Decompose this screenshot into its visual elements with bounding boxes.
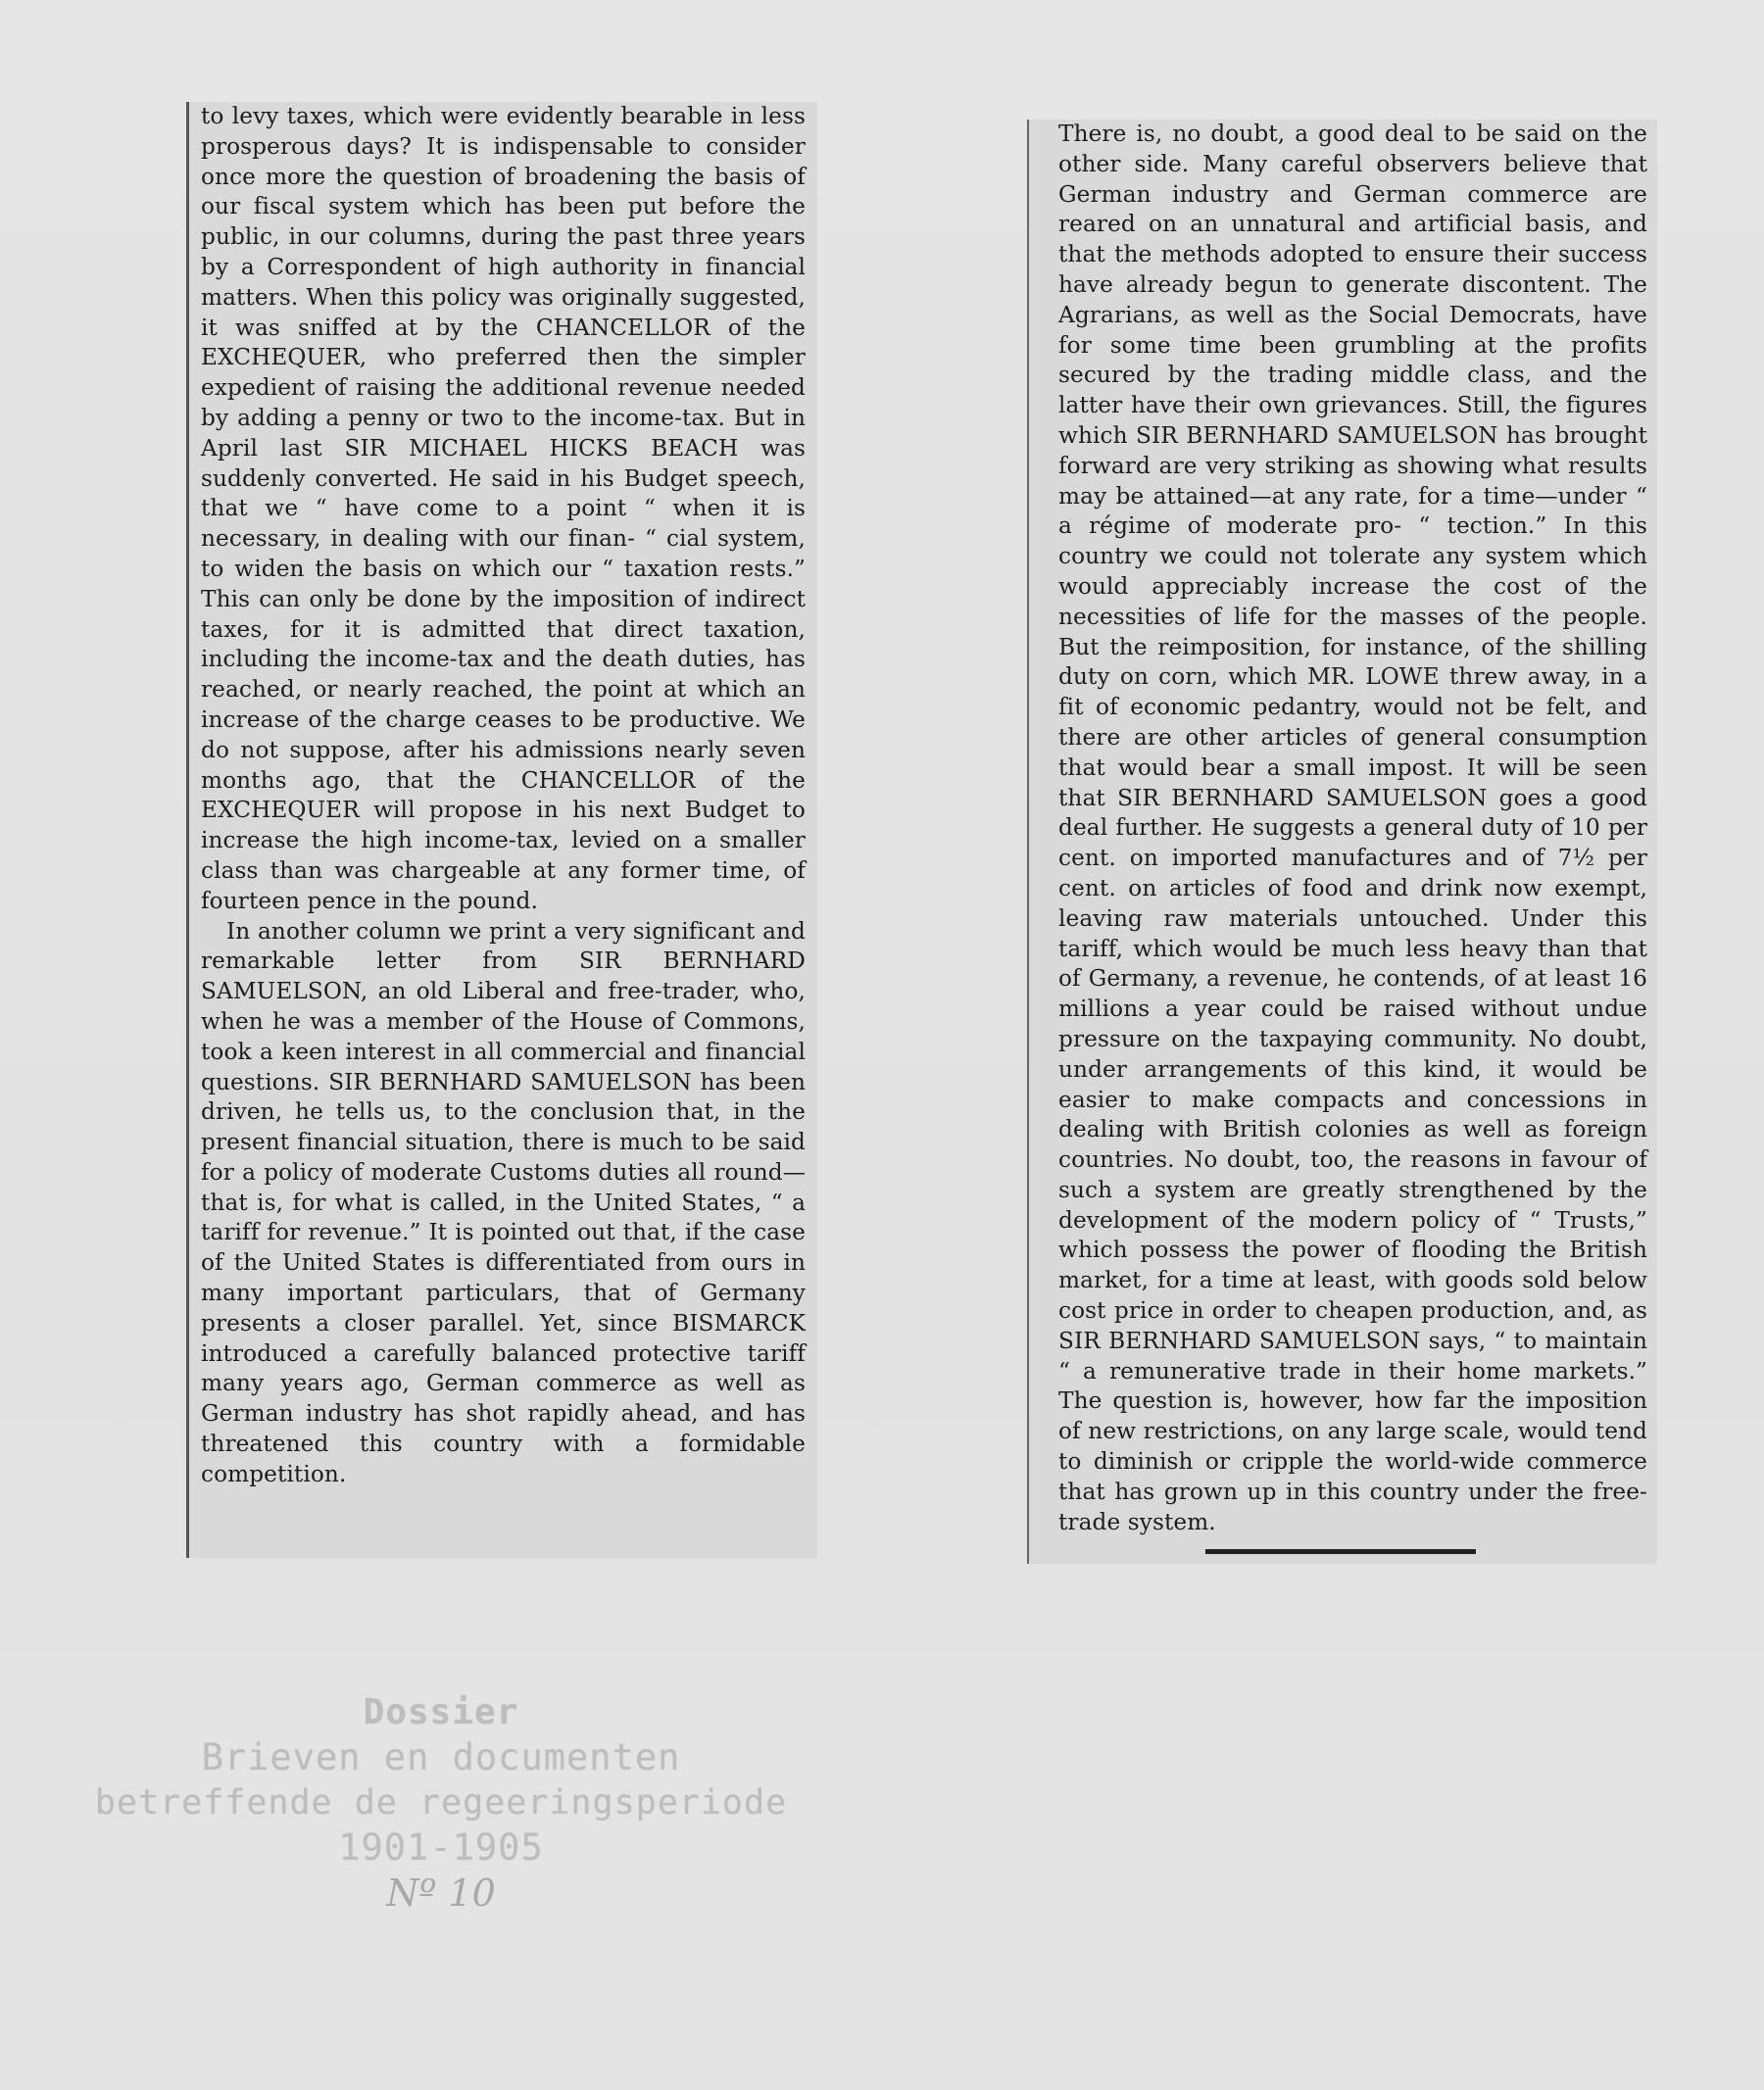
newspaper-clipping-right-column <box>1027 120 1657 1564</box>
stamp-period: 1901-1905 <box>338 1826 544 1869</box>
article-paragraph: In another column we print a very significant and remarkable letter from SIR BERNHARD SAMUELSON, an old Liberal and free-trader, who, when he was a member of the House of Commons, took a keen interest in all commercial and financial questions. SIR BERNHARD SAMUELSON has been driven, he tells us, to the conclusion that, in the present financial situation, there is much to be said for a policy of moderate Customs duties all round—that is, for what is called, in the United States, “ a tariff for revenue.” It is pointed out that, if the case of the United States is differentiated from ours in many important particulars, that of Germany presents a closer parallel. Yet, since BISMARCK introduced a carefully balanced protective tariff many years ago, German commerce as well as German industry has shot rapidly ahead, and has threatened this country with a formidable competition. <box>201 917 806 1487</box>
stamp-dossier-label: Dossier <box>363 1692 519 1732</box>
article-end-rule <box>1205 1549 1476 1554</box>
stamp-subject: betreffende de regeeringsperiode <box>94 1783 788 1823</box>
newspaper-clipping-left-column <box>186 102 817 1558</box>
article-paragraph: to levy taxes, which were evidently bearable in less prosperous days? It is indispensable to consider once more the question of broadening the basis of our fiscal system which has been put before the public, in our columns, during the past three years by a Correspondent of high authority in financial matters. When this policy was originally suggested, it was sniffed at by the CHANCELLOR of the EXCHEQUER, who preferred then the simpler expedient of raising the additional revenue needed by adding a penny or two to the income-tax. But in April last SIR MICHAEL HICKS BEACH was suddenly converted. He said in his Budget speech, that we “ have come to a point “ when it is necessary, in dealing with our finan- “ cial system, to widen the basis on which our “ taxation rests.” This can only be done by the imposition of indirect taxes, for it is admitted that direct taxation, including the income-tax and the death duties, has reached, or nearly reached, the point at which an increase of the charge ceases to be productive. We do not suppose, after his admissions nearly seven months ago, that the CHANCELLOR of the EXCHEQUER will propose in his next Budget to increase the high income-tax, levied on a smaller class than was chargeable at any former time, of fourteen pence in the pound. <box>201 103 806 914</box>
stamp-collection-title: Brieven en documenten <box>201 1736 681 1778</box>
stamp-handwritten-number: Nº 10 <box>386 1871 496 1915</box>
archive-stamp <box>88 1690 794 1918</box>
article-paragraph: There is, no doubt, a good deal to be said on the other side. Many careful observers believe that German industry and German commerce are reared on an unnatural and artificial basis, and that the methods adopted to ensure their success have already begun to generate discontent. The Agrarians, as well as the Social Democrats, have for some time been grumbling at the profits secured by the trading middle class, and the latter have their own grievances. Still, the figures which SIR BERNHARD SAMUELSON has brought forward are very striking as showing what results may be attained—at any rate, for a time—under “ a régime of moderate pro- “ tection.” In this country we could not tolerate any system which would appreciably increase the cost of the necessities of life for the masses of the people. But the reimposition, for instance, of the shilling duty on corn, which MR. LOWE threw away, in a fit of economic pedantry, would not be felt, and there are other articles of general consumption that would bear a small impost. It will be seen that SIR BERNHARD SAMUELSON goes a good deal further. He suggests a general duty of 10 per cent. on imported manufactures and of 7½ per cent. on articles of food and drink now exempt, leaving raw materials untouched. Under this tariff, which would be much less heavy than that of Germany, a revenue, he contends, of at least 16 millions a year could be raised without undue pressure on the taxpaying community. No doubt, under arrangements of this kind, it would be easier to make compacts and concessions in dealing with British colonies as well as foreign countries. No doubt, too, the reasons in favour of such a system are greatly strengthened by the development of the modern policy of “ Trusts,” which possess the power of flooding the British market, for a time at least, with goods sold below cost price in order to cheapen production, and, as SIR BERNHARD SAMUELSON says, “ to maintain “ a remunerative trade in their home markets.” The question is, however, how far the imposition of new restrictions, on any large scale, would tend to diminish or cripple the world-wide commerce that has grown up in this country under the free-trade system. <box>1058 121 1647 1535</box>
